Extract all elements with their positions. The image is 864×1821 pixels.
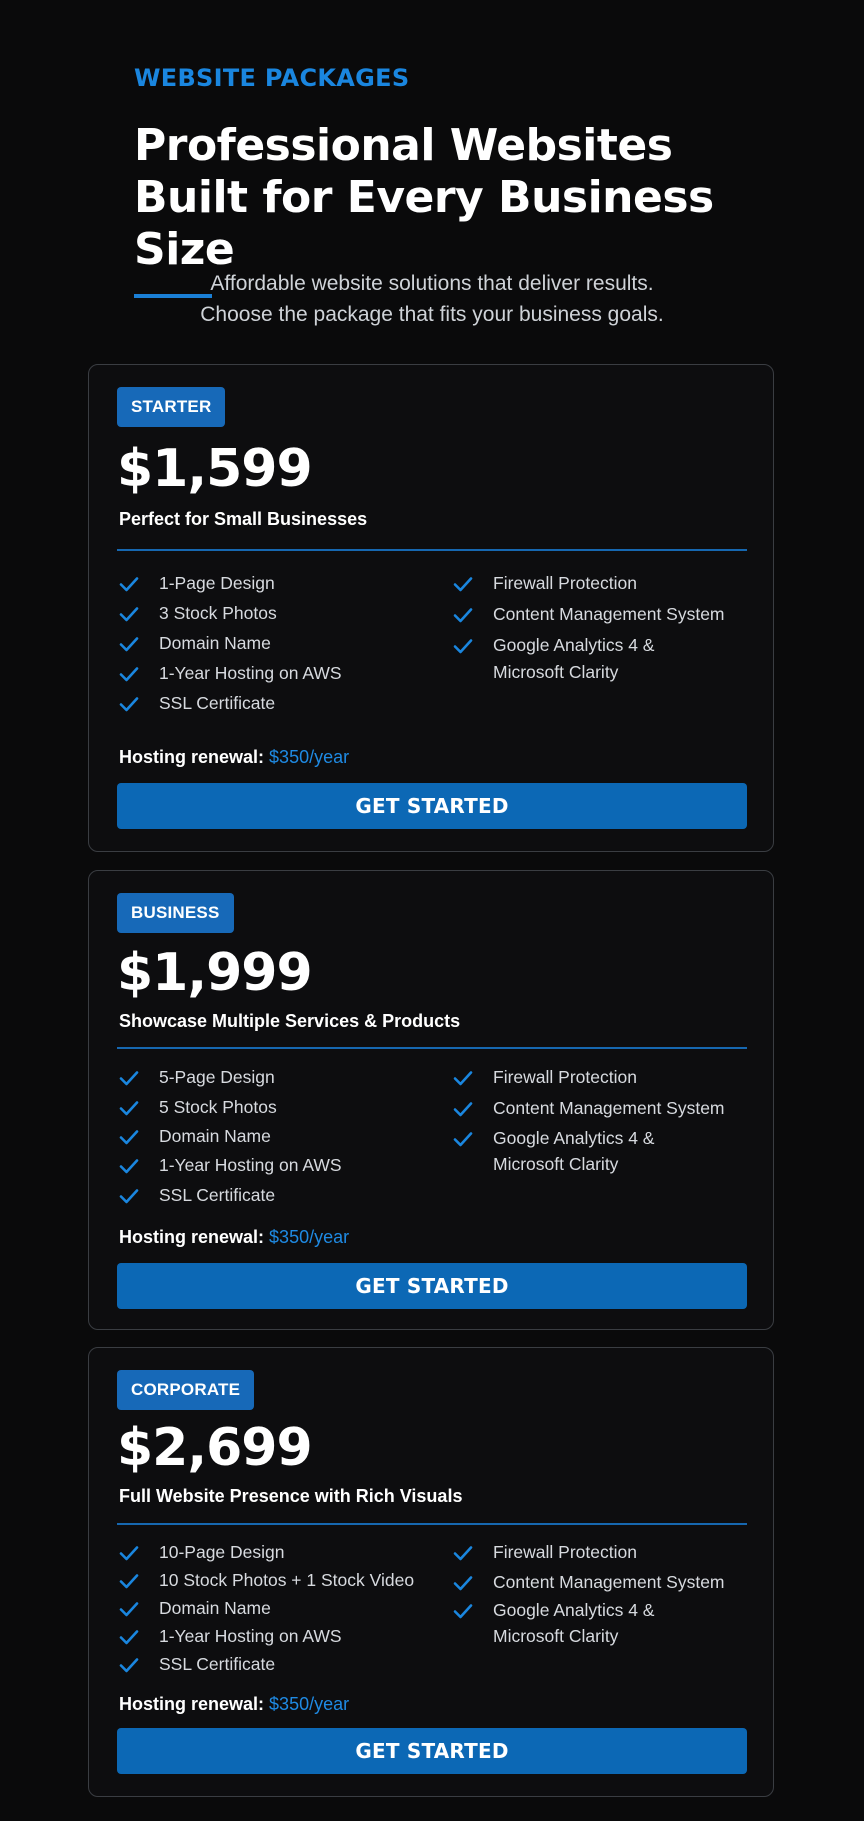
check-icon [119, 1156, 139, 1176]
card-divider [117, 1523, 747, 1525]
subtitle-line-1: Affordable website solutions that deliver results. [210, 272, 654, 295]
check-icon [119, 1571, 139, 1591]
check-icon [453, 1543, 473, 1563]
feature-item: Content Management System [451, 1572, 725, 1593]
renewal-amount: $350/year [269, 747, 350, 767]
package-price: $1,599 [117, 439, 312, 499]
check-icon [119, 574, 139, 594]
package-badge: CORPORATE [117, 1370, 254, 1410]
check-icon [119, 634, 139, 654]
feature-item: Content Management System [451, 1098, 725, 1119]
page-title-line-1: Professional Websites [134, 120, 673, 171]
renewal-amount: $350/year [269, 1227, 350, 1247]
check-icon [453, 1573, 473, 1593]
package-tagline: Full Website Presence with Rich Visuals [119, 1486, 463, 1506]
feature-item: 3 Stock Photos [117, 603, 277, 624]
renewal-label: Hosting renewal: [119, 1694, 265, 1714]
page-title-line-2: Built for Every Business Size [134, 172, 714, 275]
check-icon [453, 1129, 473, 1149]
package-card-starter [88, 364, 774, 852]
feature-item: 1-Page Design [117, 573, 275, 594]
check-icon [453, 574, 473, 594]
package-badge: STARTER [117, 387, 225, 427]
feature-item: Firewall Protection [451, 1542, 637, 1563]
feature-item: Firewall Protection [451, 573, 637, 594]
package-card-business [88, 870, 774, 1330]
renewal-label: Hosting renewal: [119, 1227, 265, 1247]
feature-item: Google Analytics 4 & [451, 1128, 654, 1149]
feature-item-continued: Microsoft Clarity [493, 662, 619, 682]
check-icon [119, 1655, 139, 1675]
feature-item-continued: Microsoft Clarity [493, 1626, 619, 1646]
check-icon [119, 1127, 139, 1147]
package-tagline: Showcase Multiple Services & Products [119, 1011, 461, 1031]
feature-item: Firewall Protection [451, 1067, 637, 1088]
feature-item: SSL Certificate [117, 693, 275, 714]
feature-item: Content Management System [451, 604, 725, 625]
feature-item: SSL Certificate [117, 1654, 275, 1675]
check-icon [119, 604, 139, 624]
feature-item: 5-Page Design [117, 1067, 275, 1088]
check-icon [119, 664, 139, 684]
package-price: $1,999 [117, 943, 312, 1003]
feature-item: 5 Stock Photos [117, 1097, 277, 1118]
package-tagline: Perfect for Small Businesses [119, 509, 368, 529]
feature-item: 1-Year Hosting on AWS [117, 663, 342, 684]
package-card-corporate [88, 1347, 774, 1797]
check-icon [119, 1068, 139, 1088]
subtitle-line-2: Choose the package that fits your business goals. [200, 303, 664, 326]
check-icon [119, 1627, 139, 1647]
card-divider [117, 1047, 747, 1049]
feature-item: 10-Page Design [117, 1542, 285, 1563]
check-icon [119, 1098, 139, 1118]
hosting-renewal [119, 1694, 349, 1715]
page-title [134, 120, 774, 276]
card-divider [117, 549, 747, 551]
check-icon [453, 636, 473, 656]
check-icon [453, 1601, 473, 1621]
get-started-button[interactable]: GET STARTED [117, 783, 747, 829]
renewal-label: Hosting renewal: [119, 747, 265, 767]
feature-item: 10 Stock Photos + 1 Stock Video [117, 1570, 414, 1591]
check-icon [453, 1068, 473, 1088]
feature-item: Domain Name [117, 633, 271, 654]
feature-item-continued: Microsoft Clarity [493, 1154, 619, 1174]
check-icon [119, 694, 139, 714]
check-icon [119, 1599, 139, 1619]
page-subtitle [0, 268, 864, 330]
feature-item: Domain Name [117, 1598, 271, 1619]
feature-item: 1-Year Hosting on AWS [117, 1626, 342, 1647]
hosting-renewal [119, 1227, 349, 1248]
check-icon [453, 1099, 473, 1119]
check-icon [119, 1186, 139, 1206]
feature-item: Google Analytics 4 & [451, 1600, 654, 1621]
get-started-button[interactable]: GET STARTED [117, 1263, 747, 1309]
package-price: $2,699 [117, 1418, 312, 1478]
package-badge: BUSINESS [117, 893, 234, 933]
get-started-button[interactable]: GET STARTED [117, 1728, 747, 1774]
renewal-amount: $350/year [269, 1694, 350, 1714]
section-eyebrow: WEBSITE PACKAGES [134, 64, 410, 92]
feature-item: Google Analytics 4 & [451, 635, 654, 656]
feature-item: Domain Name [117, 1126, 271, 1147]
check-icon [119, 1543, 139, 1563]
feature-item: SSL Certificate [117, 1185, 275, 1206]
check-icon [453, 605, 473, 625]
feature-item: 1-Year Hosting on AWS [117, 1155, 342, 1176]
hosting-renewal [119, 747, 349, 768]
page-header [134, 64, 774, 298]
